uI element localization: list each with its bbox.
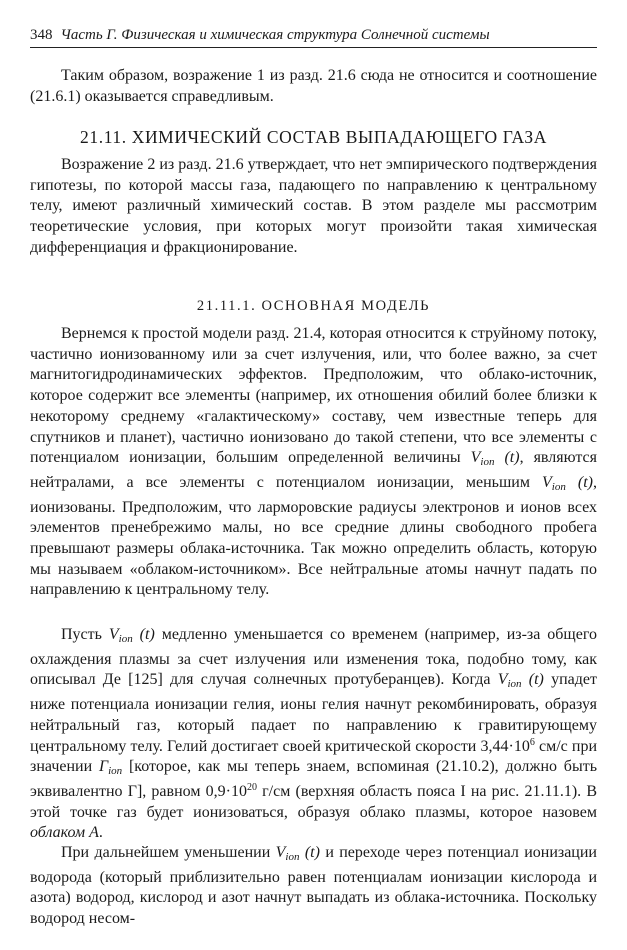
helium-text-part: медленно уменьшается со временем (например, из-за общего охлаждения плазмы за счет излучения или изменения тока, подобно тому, как описывал Де [125] для случая солнечных протуберанцев). Когда [30,626,597,689]
intro-paragraph: Таким образом, возражение 1 из разд. 21.6 сюда не относится и соотношение (21.6.1) оказывается справедливым. [30,67,597,105]
v-ion-symbol: $V_{ion}$ [275,844,300,863]
hydrogen-text-part: и переходе через потенциал ионизации водорода (который приблизительно равен потенциалам ионизации кислорода и азота) водород, кислород и азот начнут выпадать из облака-источника. Поскольку водород несом- [30,844,597,928]
model-text-part: Вернемся к простой модели разд. 21.4, которая относится к струйному потоку, частично ионизованному или за счет излучения, или, что более важно, за счет магнитогидродинамических эффектов. Предположим, что облако-источник, которое содержит все элементы (например, их отношения обилий более близки к некоторому среднему «галактическому» составу, чем известные теперь для спутников и планет), частично ионизовано до такой степени, что все элементы с потенциалом ионизации, большим определенной величины [30,325,597,467]
subsection-title: 21.11.1. ОСНОВНАЯ МОДЕЛЬ [196,298,431,314]
page-number: 348 [30,27,53,43]
gamma-ion-symbol: $\Gamma_{ion}$ [98,758,123,778]
model-text-part: , ионизованы. Предположим, что ларморовские радиусы электронов и ионов всех элементов пренебрежимо малы, но все средние длины свободного пробега превышают размеры облака-источника. Так можно определить область, которую мы называем «облаком-источником». Все нейтральные атомы начнут падать по направлению к центральному телу. [30,473,597,599]
v-ion-symbol: $V_{ion}$ [497,671,522,691]
model-paragraph [30,324,597,601]
model-text-part: , являются нейтралами, а все элементы с потенциалом ионизации, меньшим [30,449,598,491]
time-argument: (t) [132,626,155,643]
v-ion-symbol: $V_{ion}$ [542,473,566,493]
exponent: 6 [529,736,535,748]
helium-text-part: см/с при значении [30,737,598,776]
time-argument: (t) [494,449,520,467]
helium-paragraph [30,625,597,844]
hydrogen-paragraph [30,843,597,930]
running-header [30,26,597,48]
time-argument: (t) [299,844,320,861]
hydrogen-text-part: При дальнейшем уменьшении [61,844,276,861]
helium-text-part: г/см (верхняя область пояса I на рис. 21.11.1). В этой точке газ будет ионизоваться, образуя облако плазмы, которое назовем [30,782,598,821]
helium-text-part: Пусть [61,626,109,643]
running-title: Часть Г. Физическая и химическая структура Солнечной системы [60,27,490,43]
exponent: 20 [246,781,257,793]
helium-text-part: упадет ниже потенциала ионизации гелия, ионы гелия начнут рекомбинировать, образуя нейтральный газ, который падает по направлению к гравитирующему центральному телу. Гелий достигает своей критической скорости 3,44·10 [30,671,597,755]
time-argument: (t) [521,671,544,689]
v-ion-symbol: $V_{ion}$ [108,626,133,645]
cloud-a-term: облаком A [30,824,99,842]
helium-text-part: . [98,824,103,842]
book-page [30,0,597,950]
v-ion-symbol: $V_{ion}$ [470,449,495,469]
time-argument: (t) [565,473,593,491]
section-intro-paragraph: Возражение 2 из разд. 21.6 утверждает, что нет эмпирического подтверждения гипотезы, по которой массы газа, падающего по направлению к центральному телу, имеют различный химический состав. В этом разделе мы рассмотрим теоретические условия, при которых могут произойти такая химическая дифференциация и фракционирование. [30,156,597,256]
helium-text-part: [которое, как мы теперь знаем, вспоминая (21.10.2), должно быть эквивалентно Γ], равном 0,9·10 [30,758,597,800]
section-title: 21.11. ХИМИЧЕСКИЙ СОСТАВ ВЫПАДАЮЩЕГО ГАЗА [80,127,547,147]
